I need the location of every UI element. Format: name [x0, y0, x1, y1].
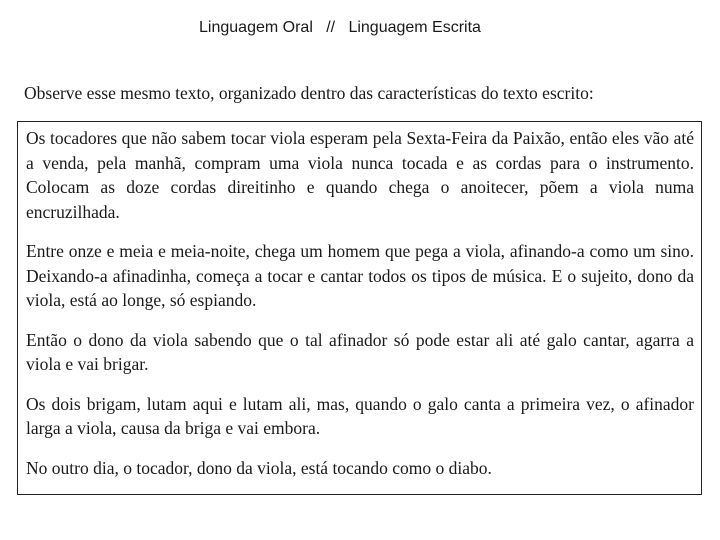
story-paragraph-3: Então o dono da viola sabendo que o tal afinador só pode estar ali até galo cantar, agarra a viola e vai brigar.	[26, 329, 694, 374]
story-paragraph-4: Os dois brigam, lutam aqui e lutam ali, mas, quando o galo canta a primeira vez, o afinador larga a viola, causa da briga e vai embora.	[26, 393, 694, 438]
story-paragraph-2: Entre onze e meia e meia-noite, chega um homem que pega a viola, afinando-a como um sino. Deixando-a afinadinha, começa a tocar e cantar todos os tipos de música. E o sujeito, dono da viola, está ao longe, só espiando.	[26, 241, 694, 310]
story-paragraph-1: Os tocadores que não sabem tocar viola esperam pela Sexta-Feira da Paixão, então eles vão até a venda, pela manhã, compram uma viola nunca tocada e as cordas para o instrumento. Colocam as doze cordas direitinho e quando chega o anoitecer, põem a viola numa encruzilhada.	[26, 128, 694, 222]
story-text-box	[17, 121, 702, 495]
story-paragraph-5: No outro dia, o tocador, dono da viola, está tocando como o diabo.	[26, 457, 492, 478]
slide-title: Linguagem Oral // Linguagem Escrita	[199, 19, 481, 36]
intro-text: Observe esse mesmo texto, organizado dentro das características do texto escrito:	[24, 83, 594, 103]
